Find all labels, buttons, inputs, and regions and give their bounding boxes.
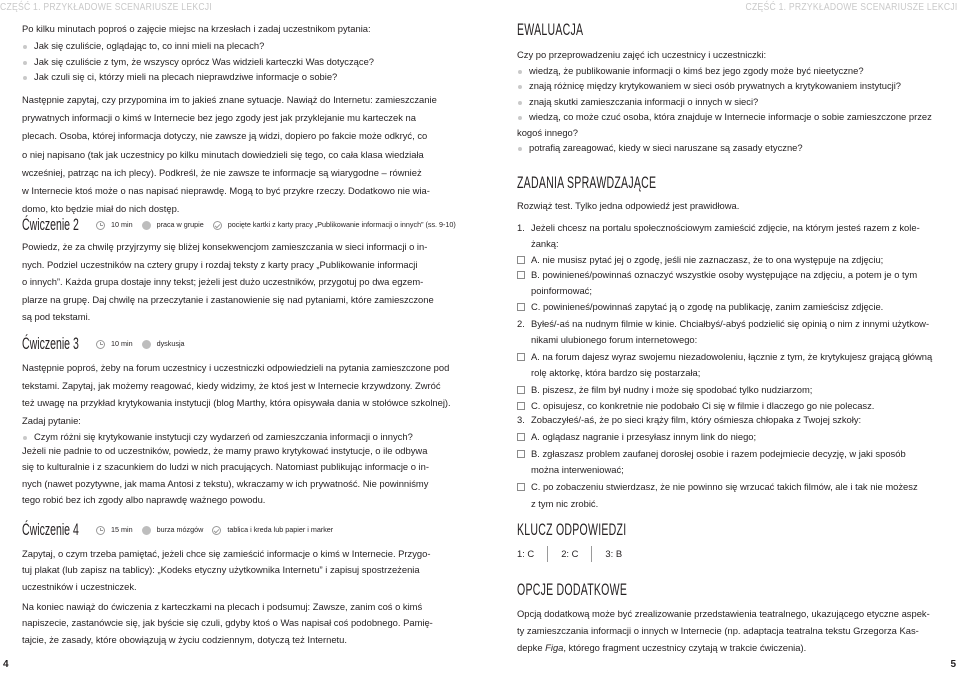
exercise-3-text-2: Jeżeli nie padnie to od uczestników, powiedz, że mamy prawo krytykować instytucje, o ile odbywa się to kulturalnie i z szacunkiem do ludzi w nich pracujących. Natomiast publikując informacje o in- nych (nawet pozytywne, jak mama Antosi z tekstu), wkraczamy w ich prywatność. Nie powinniśmy tego robić bez ich zgody albo naprawdę ważnego powodu. — [22, 445, 429, 506]
clock-icon — [96, 221, 105, 230]
text-line: wcześniej, patrząc na ich plecy). Podkreśl, że nie zawsze te informacje są wiarygodne – również — [22, 166, 422, 178]
answer-option-a[interactable]: A. oglądasz nagranie i przesyłasz innym link do niego; — [517, 429, 941, 446]
list-item: Jak się czuliście, oglądając to, co inni mieli na plecach? — [22, 38, 469, 54]
question-text: Byłeś/-aś na nudnym filmie w kinie. Chciałbyś/-abyś podzielić się opinią o nim z innymi użytkow- — [531, 318, 930, 329]
exercise-2-header — [22, 214, 469, 236]
question-number: 3. — [517, 414, 525, 425]
answer-option-a[interactable]: A. nie musisz pytać jej o zgodę, jeśli nie zaznaczasz, że to ona występuje na zdjęciu; — [517, 252, 941, 268]
question-number: 2. — [517, 318, 525, 329]
checkbox[interactable] — [517, 386, 525, 394]
exercise-2-title: Ćwiczenie 2 — [22, 215, 79, 235]
exercise-4-header — [22, 519, 469, 541]
exercise-2-materials: pocięte kartki z karty pracy „Publikowanie informacji o innych” (ss. 9-10) — [213, 217, 456, 233]
list-item: wiedzą, że publikowanie informacji o kimś bez jego zgody może być nieetyczne? — [517, 63, 941, 78]
answer-option-b[interactable]: B. zgłaszasz problem zaufanej dorosłej osobie i razem podejmiecie decyzję, w jaki sposób można interweniować; — [517, 446, 941, 480]
exercise-4-text: Zapytaj, o czym trzeba pamiętać, jeżeli chce się zamieścić informacje o kimś w Internecie. Przygo- tuj plakat (lub zapisz na tablicy): „Kodeks etyczny użytkownika Internetu” i zapisuj spostrzeżenia uczestników i uczestniczek. — [22, 548, 431, 592]
list-item: potrafią zareagować, kiedy w sieci naruszane są zasady etyczne? — [517, 140, 941, 155]
materials-icon — [212, 526, 221, 535]
question-bullet: Czym różni się krytykowanie instytucji czy wydarzeń od zamieszczania informacji o innych? — [22, 429, 469, 445]
tasks-title: ZADANIA SPRAWDZAJĄCE — [517, 173, 657, 192]
clock-icon — [96, 340, 105, 349]
group-icon — [142, 526, 151, 535]
answer-key-item: 2: C — [561, 548, 579, 560]
text-line: w Internecie ktoś może o nas napisać nieprawdę. Mogą to być przykre rzeczy. Dodatkowo nie wia- — [22, 185, 430, 197]
page-number-right: 5 — [950, 659, 956, 670]
evaluation-list — [517, 63, 941, 155]
list-item: znają różnicę między krytykowaniem w sieci osób prywatnych a krytykowaniem instytucji? — [517, 78, 941, 93]
question-2: 2. Byłeś/-aś na nudnym filmie w kinie. Chciałbyś/-abyś podzielić się opinią o nim z innymi użytkow- nikami ulubionego forum internetowego: A. na forum dajesz wyraz swojemu niezadowoleniu, łącznie z tym, że krytykujesz grającą główną rolę aktorkę, która bardzo się postarzała; B. piszesz, że film był nudny i może się spodobać tylko nudziarzom; C. opisujesz, co konkretnie nie podobało Ci się w filmie i dlaczego go nie polecasz. — [517, 316, 941, 414]
answer-option-c[interactable]: C. po zobaczeniu stwierdzasz, że nie powinno się wrzucać takich filmów, ale i tak nie możesz z tym nic zrobić. — [517, 479, 941, 513]
exercise-3-method: dyskusja — [142, 336, 185, 352]
evaluation-intro: Czy po przeprowadzeniu zajęć ich uczestnicy i uczestniczki: — [517, 49, 767, 60]
exercise-3-text: Następnie poproś, żeby na forum uczestnicy i uczestniczki odpowiedzieli na pytania zamieszczone pod tekstami. Zapytaj, jak możemy reagować, kiedy widzimy, że ktoś jest w Internecie krzywdzony. Zwróć też uwagę na przykład krytykowania instytucji (blog Marthy, która opisywała dania w stołówce szkolnej). — [22, 362, 451, 409]
intro-text: Po kilku minutach poproś o zajęcie miejsc na krzesłach i zadaj uczestnikom pytania: — [22, 23, 371, 34]
answer-key-item: 3: B — [605, 548, 623, 560]
exercise-2-method: praca w grupie — [142, 217, 204, 233]
question-number: 1. — [517, 222, 525, 233]
checkbox[interactable] — [517, 353, 525, 361]
exercise-2-time: 10 min — [96, 217, 133, 233]
answer-option-b[interactable]: B. piszesz, że film był nudny i może się spodobać tylko nudziarzom; — [517, 382, 941, 398]
exercise-3-title: Ćwiczenie 3 — [22, 334, 79, 354]
text-line: domo, kto będzie miał do nich dostęp. — [22, 203, 180, 215]
answer-option-c[interactable]: C. opisujesz, co konkretnie nie podobało Ci się w filmie i dlaczego go nie polecasz. — [517, 398, 941, 414]
divider — [547, 546, 548, 562]
checkbox[interactable] — [517, 450, 525, 458]
text-line: prywatnych informacji o kimś w Internecie bez jego zgody jest jak przyklejanie mu karteczek na — [22, 112, 416, 124]
additional-options-title: OPCJE DODATKOWE — [517, 580, 628, 599]
checkbox[interactable] — [517, 483, 525, 491]
question-text: Jeżeli chcesz na portalu społecznościowym zamieścić zdjęcie, na którym jesteś razem z kole- — [531, 222, 920, 233]
checkbox[interactable] — [517, 271, 525, 279]
exercise-3-time: 10 min — [96, 336, 133, 352]
additional-options-text: Opcją dodatkową może być zrealizowanie przedstawienia teatralnego, ukazującego etyczne aspek- ty zamieszczania informacji o innych w Internecie (np. adaptacja teatralna tekstu Grzegorza Kas- depke Figa, którego fragment uczestnicy czytają w trakcie ćwiczenia). — [517, 608, 930, 653]
running-header-left: CZĘŚĆ 1. PRZYKŁADOWE SCENARIUSZE LEKCJI — [0, 1, 212, 13]
list-item: Jak się czuliście z tym, że wszyscy oprócz Was widzieli karteczki Was dotyczące? — [22, 54, 469, 70]
question-1: 1. Jeżeli chcesz na portalu społecznościowym zamieścić zdjęcie, na którym jesteś razem z kole- żanką: A. nie musisz pytać jej o zgodę, jeśli nie zaznaczasz, że to ona występuje na zdjęciu; B. powinieneś/powinnaś oznaczyć wszystkie osoby występujące na zdjęciu, a potem je o tym poinformować; C. powinieneś/powinnaś zapytać ją o zgodę na publikację, zanim zamieścisz zdjęcie. — [517, 220, 941, 315]
list-item: znają skutki zamieszczania informacji o innych w sieci? — [517, 94, 941, 109]
intro-bullet-list — [22, 38, 469, 85]
answer-option-b[interactable]: B. powinieneś/powinnaś oznaczyć wszystkie osoby występujące na zdjęciu, a potem je o tym poinformować; — [517, 267, 941, 299]
tasks-intro: Rozwiąż test. Tylko jedna odpowiedź jest prawidłowa. — [517, 200, 740, 211]
checkbox[interactable] — [517, 303, 525, 311]
checkbox[interactable] — [517, 402, 525, 410]
answer-option-a[interactable]: A. na forum dajesz wyraz swojemu niezadowoleniu, łącznie z tym, że krytykujesz grającą główną rolę aktorkę, która bardzo się postarzała; — [517, 349, 941, 382]
question-text: Zobaczyłeś/-aś, że po sieci krąży film, który ośmiesza chłopaka z Twojej szkoły: — [531, 414, 862, 425]
exercise-4-method: burza mózgów — [142, 522, 204, 538]
group-icon — [142, 221, 151, 230]
checkbox[interactable] — [517, 256, 525, 264]
question-3 — [517, 412, 941, 513]
page-number-left: 4 — [3, 659, 9, 670]
exercise-4-summary: Na koniec nawiąż do ćwiczenia z karteczkami na plecach i podsumuj: Zawsze, zanim coś o kimś napiszecie, zastanówcie się, jak byście się czuli, gdyby ktoś o Was napisał coś podobnego. Pamię- tajcie, że zasady, które obowiązują w życiu codziennym, dotyczą też Internetu. — [22, 601, 433, 645]
checkbox[interactable] — [517, 433, 525, 441]
running-header-right: CZĘŚĆ 1. PRZYKŁADOWE SCENARIUSZE LEKCJI — [746, 1, 958, 13]
text-line: o niej napisano (tak jak uczestnicy po kilku minutach dowiedzieli się tego, co cała klasa wiedziała — [22, 148, 424, 160]
evaluation-title: EWALUACJA — [517, 20, 584, 39]
paragraph-followup — [22, 91, 469, 218]
italic-title: Figa — [545, 642, 564, 653]
exercise-2-text: Powiedz, że za chwilę przyjrzymy się bliżej konsekwencjom zamieszczania w sieci informacji o in- nych. Podziel uczestników na cztery grupy i rozdaj teksty z karty pracy „Publikowanie informacji o innych”. Każda grupa dostaje inny tekst; jeżeli jest dużo uczestników, przygotuj po dwa egzem- plarze na grupę. Daj chwilę na przeczytanie i zastanowienie się nad pytaniami, które zamieszczone są pod tekstami. — [22, 241, 434, 323]
text-line: plecach. Osoba, której informacja dotyczy, nie zawsze ją widzi, dopiero po fakcie może odkryć, co — [22, 130, 428, 142]
clock-icon — [96, 526, 105, 535]
exercise-3-header — [22, 333, 469, 355]
list-item: Jak czuli się ci, którzy mieli na plecach nieprawdziwe informacje o sobie? — [22, 69, 469, 85]
exercise-4-time: 15 min — [96, 522, 133, 538]
text-line: Następnie zapytaj, czy przypomina im to jakieś znane sytuacje. Nawiąż do Internetu: zamieszczanie — [22, 94, 437, 105]
exercise-4-materials: tablica i kreda lub papier i marker — [212, 522, 333, 538]
list-item: wiedzą, co może czuć osoba, która znajduje w Internecie informacje o sobie zamieszczone przez — [517, 109, 941, 124]
divider — [591, 546, 592, 562]
answer-key-title: KLUCZ ODPOWIEDZI — [517, 520, 627, 539]
answer-option-c[interactable]: C. powinieneś/powinnaś zapytać ją o zgodę na publikację, zanim zamieścisz zdjęcie. — [517, 299, 941, 315]
answer-key-item: 1: C — [517, 548, 535, 560]
answer-key — [517, 546, 622, 562]
list-item-continuation: kogoś innego? — [517, 126, 578, 138]
materials-icon — [213, 221, 222, 230]
ask-question-label: Zadaj pytanie: — [22, 415, 81, 426]
group-icon — [142, 340, 151, 349]
exercise-4-title: Ćwiczenie 4 — [22, 520, 79, 540]
